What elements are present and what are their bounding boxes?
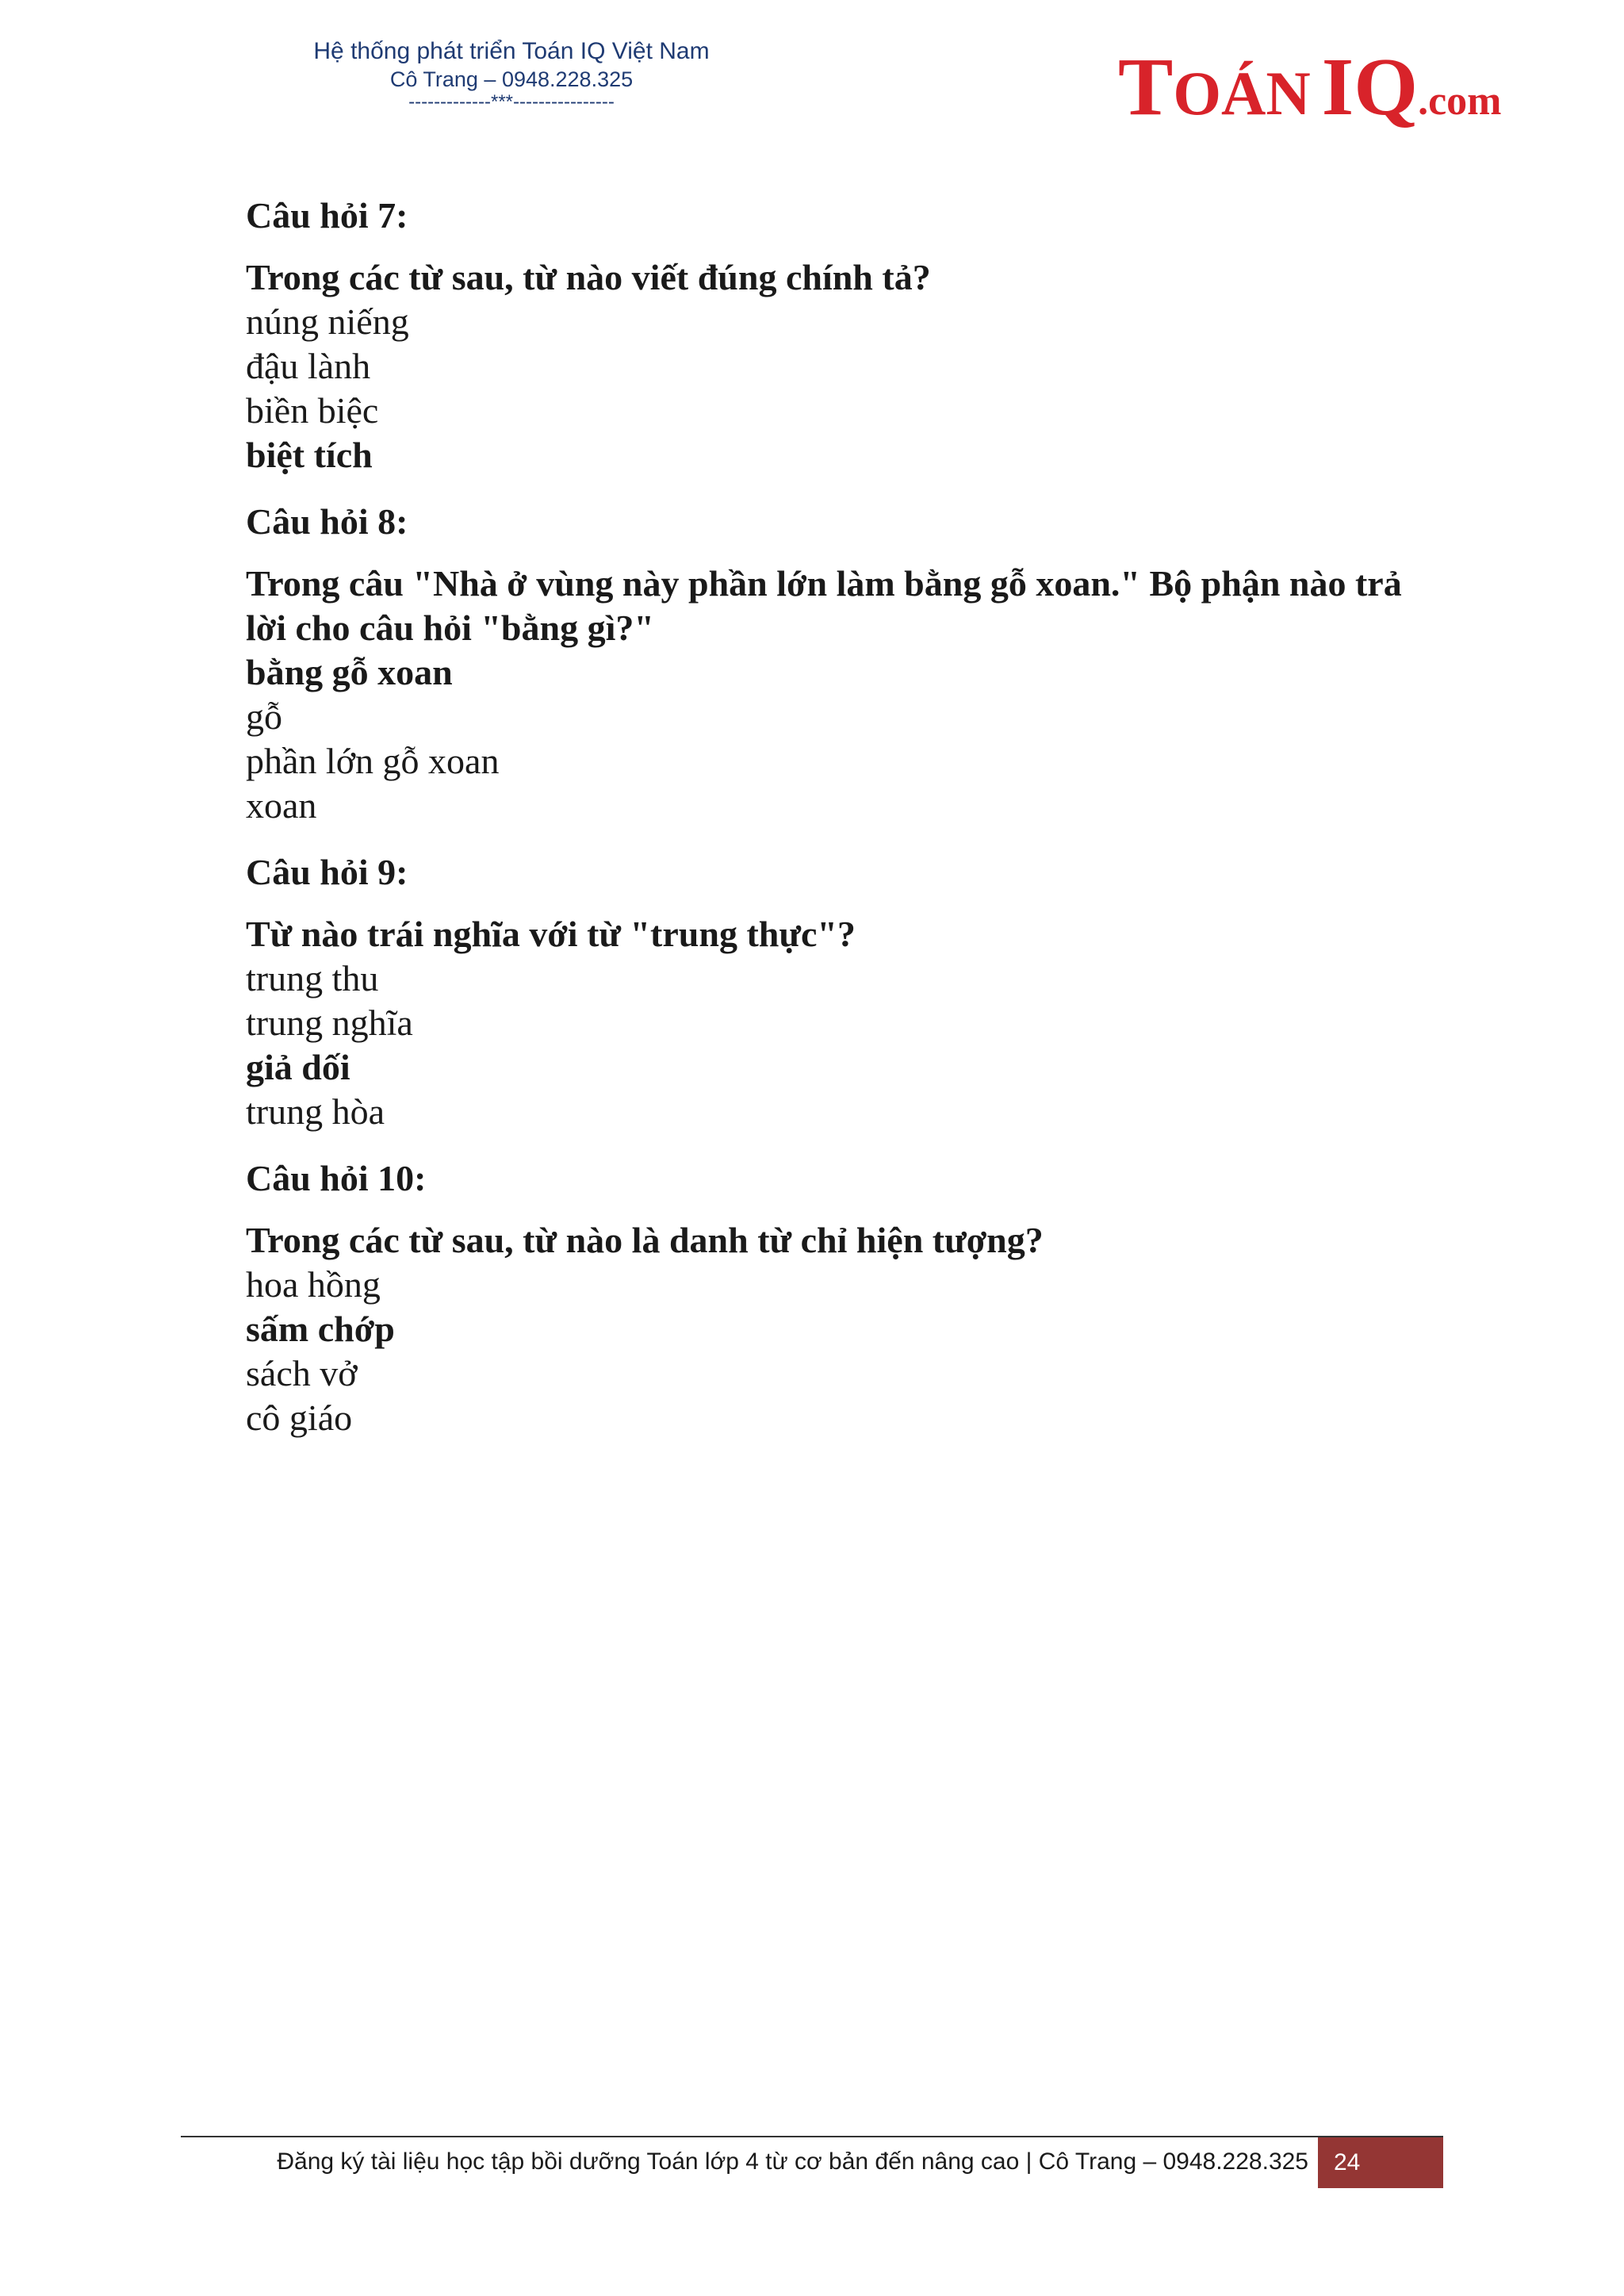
question-block [246,850,1435,1134]
answer-option: cô giáo [246,1397,353,1438]
header-contact: Cô Trang – 0948.228.325 [389,67,634,91]
answer-option: đậu lành [246,346,371,386]
toaniq-logo: TOÁN IQ.com [1118,41,1502,132]
question-title: Câu hỏi 9: [246,852,408,892]
answer-option: phần lớn gỗ xoan [246,741,500,781]
answer-option-correct: bằng gỗ xoan [246,652,453,692]
question-text: Từ nào trái nghĩa với từ "trung thực"? [246,914,856,954]
answer-option: trung hòa [246,1091,385,1132]
answer-option: trung thu [246,958,379,999]
footer-divider [181,2136,1443,2137]
answer-option-correct: sấm chớp [246,1309,395,1349]
question-text: Trong câu "Nhà ở vùng này phần lớn làm bằng gỗ xoan." Bộ phận nào trả lời cho câu hỏi "bằng gì?" [246,563,1402,648]
header-divider: -------------***---------------- [408,91,615,113]
question-list [246,194,1435,1462]
question-title: Câu hỏi 7: [246,195,408,236]
answer-option-correct: biệt tích [246,435,373,475]
answer-option: hoa hồng [246,1264,381,1305]
question-block [246,1156,1435,1440]
answer-option: sách vở [246,1353,358,1393]
answer-option-correct: giả dối [246,1047,350,1087]
page-number-badge: 24 [1318,2137,1443,2188]
answer-option: xoan [246,785,317,826]
answer-option: biền biệc [246,390,379,431]
page-header-info [301,36,722,113]
answer-option: núng niếng [246,301,409,342]
question-text: Trong các từ sau, từ nào là danh từ chỉ hiện tượng? [246,1220,1044,1260]
answer-option: trung nghĩa [246,1002,413,1043]
answer-option: gỗ [246,696,282,737]
question-title: Câu hỏi 8: [246,501,408,542]
question-text: Trong các từ sau, từ nào viết đúng chính tả? [246,257,931,297]
question-block [246,500,1435,828]
question-title: Câu hỏi 10: [246,1158,427,1198]
question-block [246,194,1435,477]
header-system-name: Hệ thống phát triển Toán IQ Việt Nam [313,38,710,64]
footer-text: Đăng ký tài liệu học tập bồi dưỡng Toán lớp 4 từ cơ bản đến nâng cao | Cô Trang – 0948.228.325 [277,2148,1308,2175]
